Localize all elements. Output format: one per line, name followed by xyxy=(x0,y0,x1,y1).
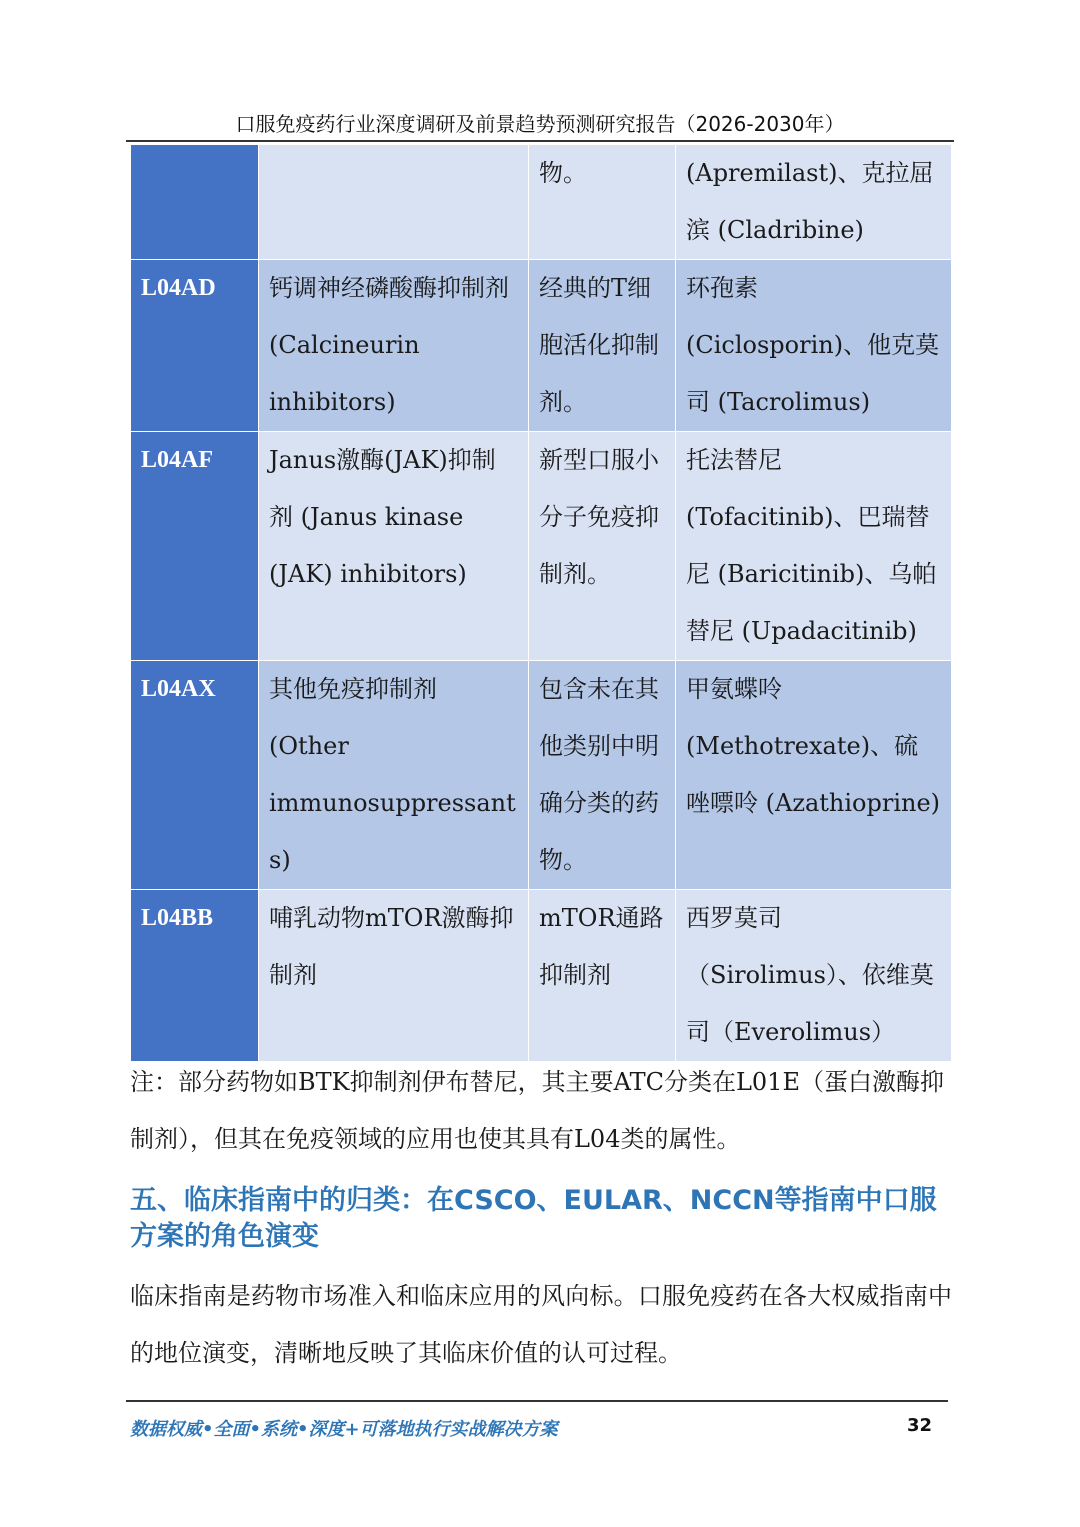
description-cell: 包含未在其他类别中明确分类的药物。 xyxy=(529,661,676,890)
description-cell: 物。 xyxy=(529,145,676,260)
table-note: 注：部分药物如BTK抑制剂伊布替尼，其主要ATC分类在L01E（蛋白激酶抑制剂），但其在免疫领域的应用也使其具有L04类的属性。 xyxy=(130,1068,944,1153)
examples-cell: 甲氨蝶呤 (Methotrexate)、硫唑嘌呤 (Azathioprine) xyxy=(676,661,952,890)
header-divider xyxy=(126,140,954,142)
table-row xyxy=(131,890,952,1062)
category-cell xyxy=(259,145,529,260)
category-cell: Janus激酶(JAK)抑制剂 (Janus kinase (JAK) inhibitors) xyxy=(259,432,529,661)
page-number: 32 xyxy=(906,1415,932,1436)
category-cell: 钙调神经磷酸酶抑制剂 (Calcineurin inhibitors) xyxy=(259,260,529,432)
examples-cell: 西罗莫司（Sirolimus）、依维莫司（Everolimus） xyxy=(676,890,952,1062)
examples-cell: 托法替尼 (Tofacitinib)、巴瑞替尼 (Baricitinib)、乌帕替尼 (Upadacitinib) xyxy=(676,432,952,661)
category-cell: 哺乳动物mTOR激酶抑制剂 xyxy=(259,890,529,1062)
atc-classification-table xyxy=(130,144,952,1062)
section-heading: 五、临床指南中的归类：在CSCO、EULAR、NCCN等指南中口服方案的角色演变 xyxy=(130,1185,937,1252)
atc-code-cell xyxy=(131,145,259,260)
description-cell: 新型口服小分子免疫抑制剂。 xyxy=(529,432,676,661)
footer-slogan: 数据权威•全面•系统•深度+可落地执行实战解决方案 xyxy=(130,1419,558,1440)
description-cell: mTOR通路抑制剂 xyxy=(529,890,676,1062)
body-paragraph: 临床指南是药物市场准入和临床应用的风向标。口服免疫药在各大权威指南中的地位演变，清晰地反映了其临床价值的认可过程。 xyxy=(130,1282,952,1367)
table-row xyxy=(131,432,952,661)
page-header-title: 口服免疫药行业深度调研及前景趋势预测研究报告（2026-2030年） xyxy=(235,112,845,136)
table-row xyxy=(131,145,952,260)
examples-cell: (Apremilast)、克拉屈滨 (Cladribine) xyxy=(676,145,952,260)
atc-code-cell: L04BB xyxy=(131,890,259,1062)
table-row xyxy=(131,661,952,890)
table-row xyxy=(131,260,952,432)
atc-code-cell: L04AF xyxy=(131,432,259,661)
atc-code-cell: L04AD xyxy=(131,260,259,432)
footer-divider xyxy=(126,1400,948,1402)
examples-cell: 环孢素 (Ciclosporin)、他克莫司 (Tacrolimus) xyxy=(676,260,952,432)
category-cell: 其他免疫抑制剂 (Other immunosuppressants) xyxy=(259,661,529,890)
atc-code-cell: L04AX xyxy=(131,661,259,890)
description-cell: 经典的T细胞活化抑制剂。 xyxy=(529,260,676,432)
